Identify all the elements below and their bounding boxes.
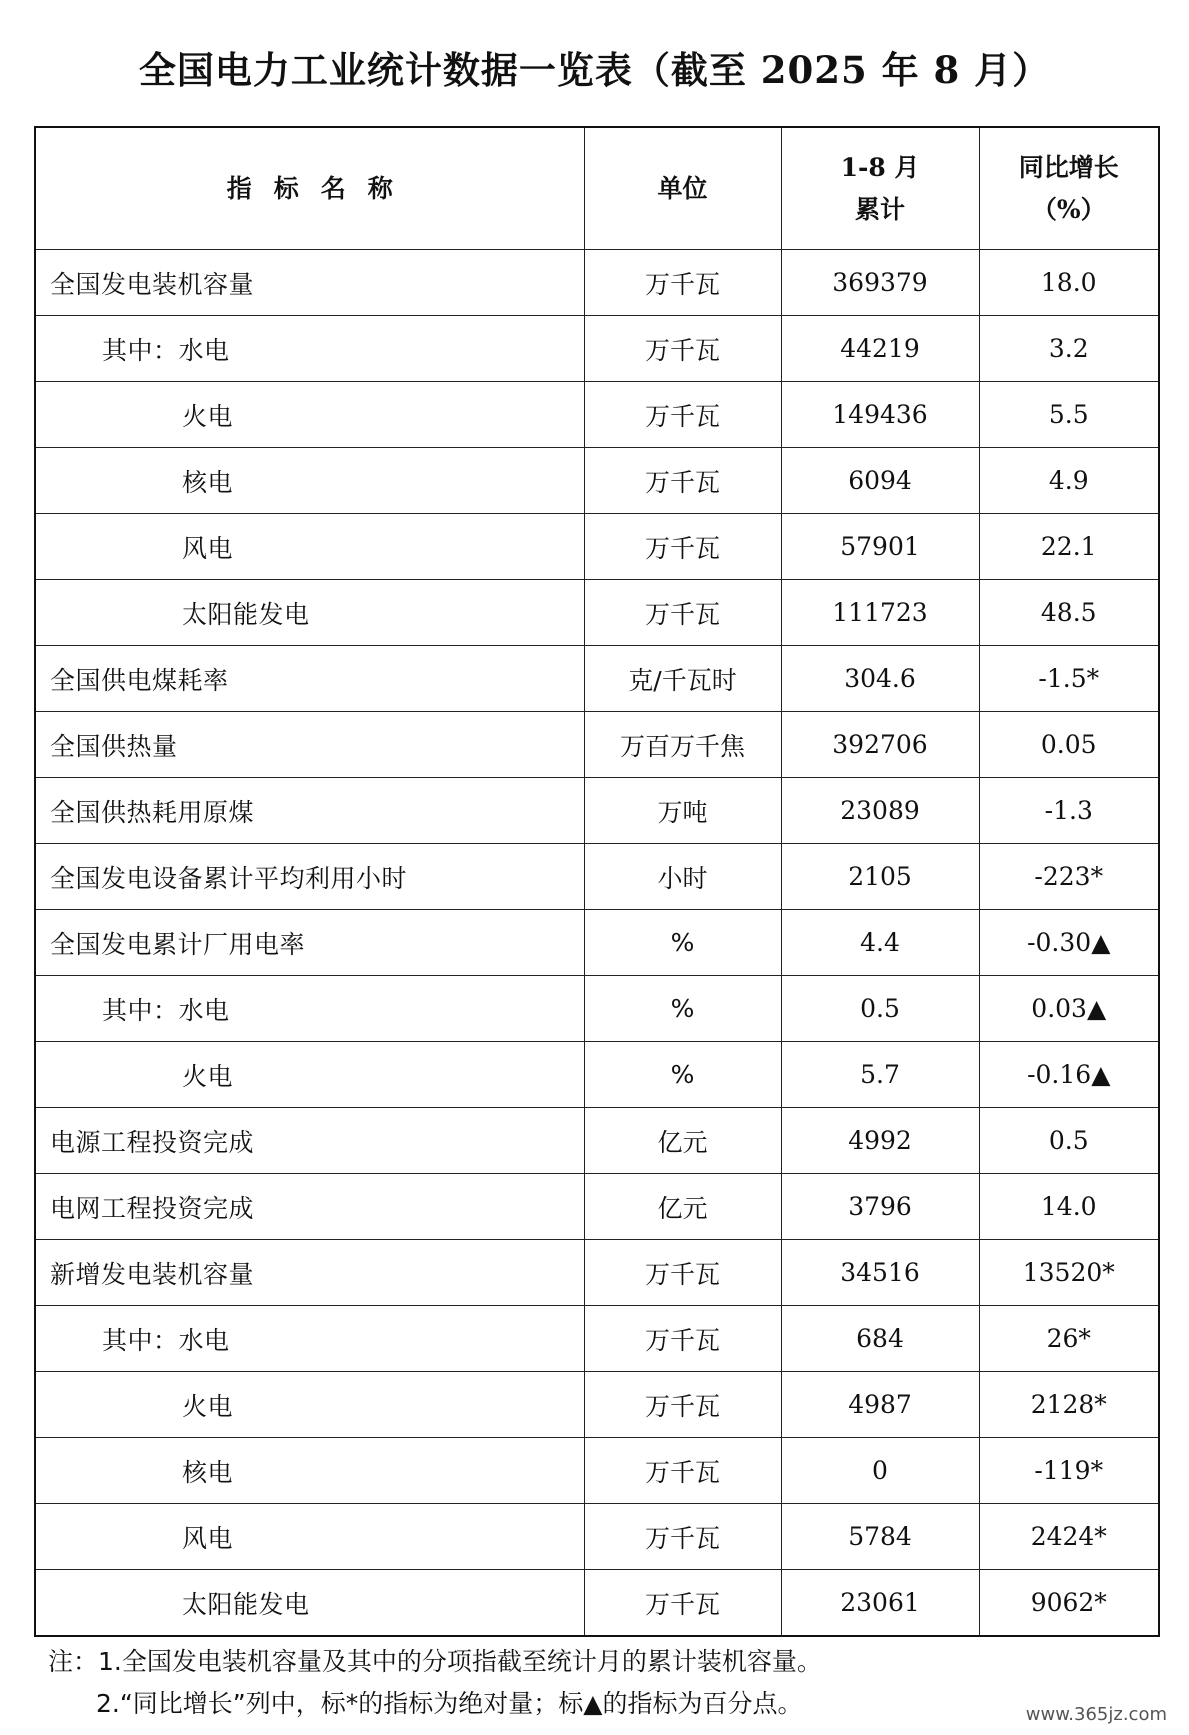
indicator-name: 电网工程投资完成 [35, 1174, 584, 1240]
yoy-growth: 2128* [979, 1372, 1159, 1438]
table-row [35, 1174, 1159, 1240]
statistics-table [34, 126, 1160, 1637]
table-row [35, 1570, 1159, 1637]
footnote-1: 注：1.全国发电装机容量及其中的分项指截至统计月的累计装机容量。 [48, 1647, 822, 1676]
indicator-name: 全国发电设备累计平均利用小时 [35, 844, 584, 910]
indicator-name: 电源工程投资完成 [35, 1108, 584, 1174]
unit-cell: 小时 [584, 844, 781, 910]
yoy-growth: 22.1 [979, 514, 1159, 580]
yoy-growth: 0.5 [979, 1108, 1159, 1174]
watermark: www.365jz.com [1025, 1704, 1167, 1725]
yoy-growth: 0.05 [979, 712, 1159, 778]
cumulative-value: 5784 [781, 1504, 979, 1570]
footnote-2: 2.“同比增长”列中，标*的指标为绝对量；标▲的指标为百分点。 [96, 1689, 803, 1718]
indicator-name: 其中：水电 [35, 1306, 584, 1372]
table-row [35, 1108, 1159, 1174]
unit-cell: 万千瓦 [584, 250, 781, 316]
indicator-name: 全国供热耗用原煤 [35, 778, 584, 844]
yoy-growth: -1.5* [979, 646, 1159, 712]
unit-cell: % [584, 976, 781, 1042]
cumulative-value: 684 [781, 1306, 979, 1372]
yoy-growth: 0.03▲ [979, 976, 1159, 1042]
cumulative-value: 149436 [781, 382, 979, 448]
indicator-name: 全国供热量 [35, 712, 584, 778]
cumulative-value: 34516 [781, 1240, 979, 1306]
table-row [35, 1438, 1159, 1504]
indicator-name: 火电 [35, 1372, 584, 1438]
unit-cell: 克/千瓦时 [584, 646, 781, 712]
header-yoy-line2: （%） [1031, 194, 1106, 224]
indicator-name: 风电 [35, 514, 584, 580]
table-row [35, 250, 1159, 316]
cumulative-value: 0 [781, 1438, 979, 1504]
yoy-growth: -1.3 [979, 778, 1159, 844]
cumulative-value: 4987 [781, 1372, 979, 1438]
unit-cell: 万千瓦 [584, 1570, 781, 1637]
indicator-name: 其中：水电 [35, 976, 584, 1042]
table-row [35, 778, 1159, 844]
unit-cell: 万千瓦 [584, 382, 781, 448]
indicator-name: 核电 [35, 448, 584, 514]
unit-cell: % [584, 910, 781, 976]
cumulative-value: 23061 [781, 1570, 979, 1637]
table-row [35, 976, 1159, 1042]
indicator-name: 太阳能发电 [35, 1570, 584, 1637]
indicator-name: 火电 [35, 382, 584, 448]
header-cumulative [781, 127, 979, 250]
cumulative-value: 23089 [781, 778, 979, 844]
table-row [35, 1306, 1159, 1372]
table-row [35, 382, 1159, 448]
header-yoy [979, 127, 1159, 250]
indicator-name: 全国发电累计厂用电率 [35, 910, 584, 976]
table-row [35, 646, 1159, 712]
yoy-growth: 9062* [979, 1570, 1159, 1637]
table-row [35, 1042, 1159, 1108]
unit-cell: 万千瓦 [584, 316, 781, 382]
indicator-name: 风电 [35, 1504, 584, 1570]
indicator-name: 全国供电煤耗率 [35, 646, 584, 712]
cumulative-value: 2105 [781, 844, 979, 910]
yoy-growth: 48.5 [979, 580, 1159, 646]
unit-cell: 万千瓦 [584, 1438, 781, 1504]
unit-cell: % [584, 1042, 781, 1108]
yoy-growth: 13520* [979, 1240, 1159, 1306]
indicator-name: 火电 [35, 1042, 584, 1108]
header-name: 指标名称 [35, 127, 584, 250]
yoy-growth: -223* [979, 844, 1159, 910]
yoy-growth: 26* [979, 1306, 1159, 1372]
cumulative-value: 4.4 [781, 910, 979, 976]
yoy-growth: 3.2 [979, 316, 1159, 382]
indicator-name: 新增发电装机容量 [35, 1240, 584, 1306]
cumulative-value: 392706 [781, 712, 979, 778]
cumulative-value: 44219 [781, 316, 979, 382]
yoy-growth: 14.0 [979, 1174, 1159, 1240]
table-row [35, 1504, 1159, 1570]
table-row [35, 448, 1159, 514]
table-row [35, 1372, 1159, 1438]
cumulative-value: 369379 [781, 250, 979, 316]
table-row [35, 910, 1159, 976]
unit-cell: 万千瓦 [584, 1306, 781, 1372]
table-row [35, 712, 1159, 778]
table-header-row [35, 127, 1159, 250]
yoy-growth: 4.9 [979, 448, 1159, 514]
unit-cell: 万千瓦 [584, 514, 781, 580]
cumulative-value: 304.6 [781, 646, 979, 712]
table-row [35, 580, 1159, 646]
cumulative-value: 5.7 [781, 1042, 979, 1108]
unit-cell: 万吨 [584, 778, 781, 844]
cumulative-value: 57901 [781, 514, 979, 580]
table-row [35, 316, 1159, 382]
unit-cell: 万千瓦 [584, 448, 781, 514]
footnotes [48, 1641, 1148, 1725]
yoy-growth: -0.16▲ [979, 1042, 1159, 1108]
cumulative-value: 0.5 [781, 976, 979, 1042]
unit-cell: 万千瓦 [584, 1504, 781, 1570]
header-cumulative-line1: 1-8 月 [840, 152, 920, 182]
table-row [35, 1240, 1159, 1306]
yoy-growth: 2424* [979, 1504, 1159, 1570]
cumulative-value: 4992 [781, 1108, 979, 1174]
header-cumulative-line2: 累计 [854, 194, 905, 224]
unit-cell: 万千瓦 [584, 1372, 781, 1438]
unit-cell: 万百万千焦 [584, 712, 781, 778]
yoy-growth: -0.30▲ [979, 910, 1159, 976]
page-title: 全国电力工业统计数据一览表（截至 2025 年 8 月） [138, 48, 1051, 92]
yoy-growth: -119* [979, 1438, 1159, 1504]
yoy-growth: 18.0 [979, 250, 1159, 316]
header-yoy-line1: 同比增长 [1018, 152, 1119, 182]
cumulative-value: 3796 [781, 1174, 979, 1240]
indicator-name: 太阳能发电 [35, 580, 584, 646]
indicator-name: 核电 [35, 1438, 584, 1504]
indicator-name: 全国发电装机容量 [35, 250, 584, 316]
unit-cell: 亿元 [584, 1174, 781, 1240]
cumulative-value: 111723 [781, 580, 979, 646]
cumulative-value: 6094 [781, 448, 979, 514]
unit-cell: 万千瓦 [584, 1240, 781, 1306]
table-row [35, 844, 1159, 910]
indicator-name: 其中：水电 [35, 316, 584, 382]
unit-cell: 亿元 [584, 1108, 781, 1174]
table-body [35, 250, 1159, 1637]
yoy-growth: 5.5 [979, 382, 1159, 448]
table-row [35, 514, 1159, 580]
header-unit: 单位 [584, 127, 781, 250]
unit-cell: 万千瓦 [584, 580, 781, 646]
